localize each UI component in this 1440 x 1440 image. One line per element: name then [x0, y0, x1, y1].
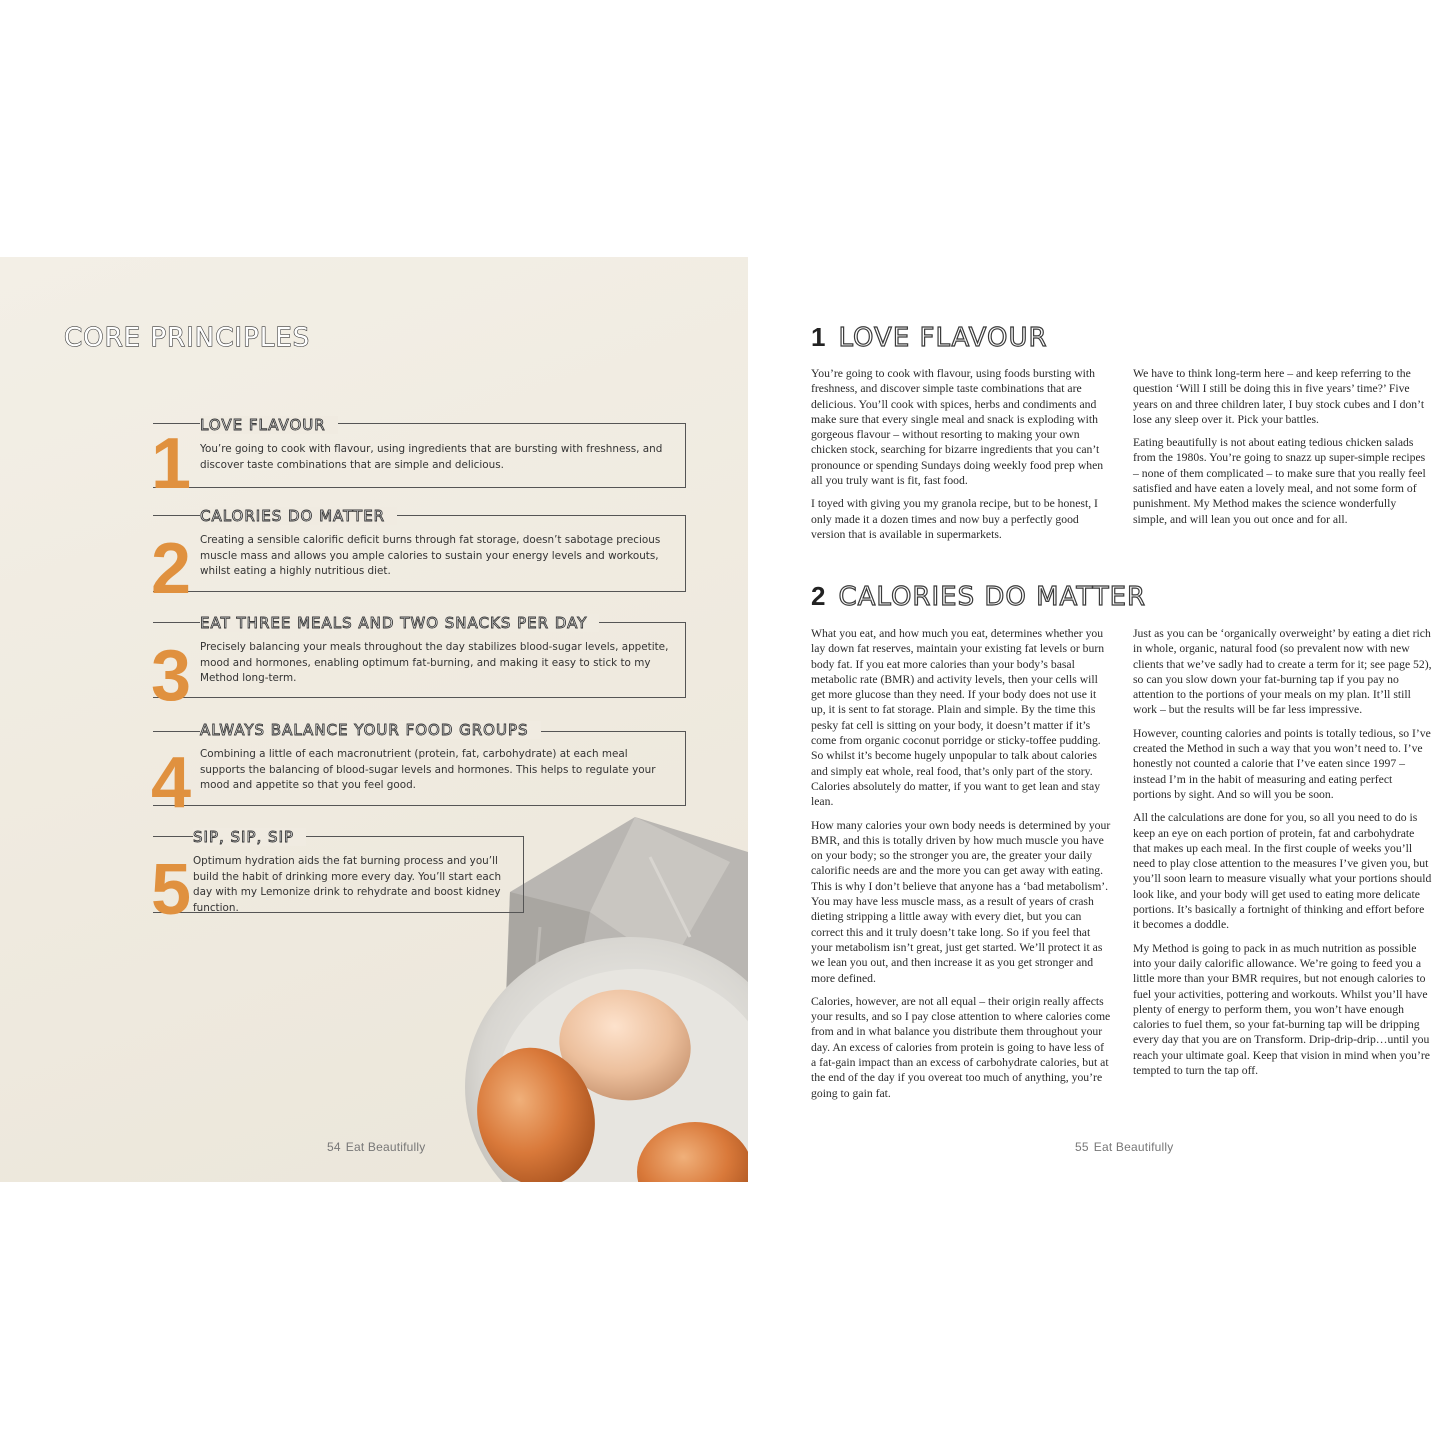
section-1-column-2 — [1133, 366, 1433, 535]
paragraph: I toyed with giving you my granola recipe, but to be honest, I only made it a dozen times and now buy a perfectly good version that is available in supermarkets. — [811, 497, 1098, 541]
left-page-footer — [327, 1140, 425, 1154]
principle-2-text: Creating a sensible calorific deficit burns through fat storage, doesn’t sabotage precious muscle mass and allows you ample calories to sustain your energy levels and workouts, whilst eating a highly nutritious diet. — [200, 534, 661, 577]
principle-1-text: You’re going to cook with flavour, using ingredients that are bursting with freshness, and discover taste combinations that are simple and delicious. — [200, 443, 663, 471]
paragraph: We have to think long-term here – and keep referring to the question ‘Will I still be doing this in five years’ time?’ Five years on and three children later, I buy stock cubes and I don’t lose any sleep over it. Pick your battles. — [1133, 367, 1425, 426]
page-title: CORE PRINCIPLES — [64, 323, 311, 353]
paragraph: What you eat, and how much you eat, determines whether you lay down fat reserves, maintain your existing fat levels or burn body fat. If you eat more calories than your body’s basal metabolic rate (BMR) and activity levels, then your cells will get more glucose than they need. If your body does not use it up, it is sent to fat storage. Plain and simple. By the time this pesky fat cell is sitting on your body, it doesn’t matter if it’s come from organic coconut porridge or sticky-toffee pudding. So whilst it’s become hugely unpopular to talk about calories and simply eat whole, real food, that’s only part of the story. Calories absolutely do matter, if you want to get lean and stay lean. — [811, 627, 1105, 809]
paragraph: However, counting calories and points is totally tedious, so I’ve created the Method in such a way that you won’t need to. I’ve honestly not counted a calorie that I’ve eaten since 1997 – instead I’m in the habit of measuring and eating perfect portions by sight. And so will you be soon. — [1133, 726, 1431, 801]
principle-5-number: 5 — [151, 850, 192, 930]
section-1-column-1 — [811, 366, 1106, 550]
left-page — [0, 257, 748, 1182]
section-1-title: LOVE FLAVOUR — [838, 323, 1048, 353]
principle-4-number: 4 — [151, 743, 192, 823]
section-2-number: 2 — [811, 581, 827, 611]
book-title: Eat Beautifully — [345, 1140, 426, 1154]
section-2-title: CALORIES DO MATTER — [838, 582, 1147, 612]
principle-5-text: Optimum hydration aids the fat burning process and you’ll build the habit of drinking more every day. You’ll start each day with my Lemonize drink to rehydrate and boost kidney function. — [193, 855, 502, 914]
paragraph: You’re going to cook with flavour, using foods bursting with freshness, and discover simple taste combinations that are delicious. You’ll cook with spices, herbs and condiments and make sure that every single meal and snack is exploding with gorgeous flavour – without resorting to making your own chicken stock, searching for bizarre ingredients that you can’t pronounce or spending Sundays doing weekly food prep when all you truly want is fit, fast food. — [811, 367, 1104, 488]
paragraph: My Method is going to pack in as much nutrition as possible into your daily calorific allowance. We’re going to feed you a little more than your BMR requires, but not enough calories to fuel your activities, pottering and workouts. Whilst you’ll have plenty of energy to perform them, you won’t have enough calories to fuel them, so your fat-burning tap will be dripping every day that you are on Transform. Drip-drip-drip…until you reach your ultimate goal. Keep that vision in mind when you’re tempted to turn the tap off. — [1133, 941, 1430, 1078]
principle-2-title: CALORIES DO MATTER — [200, 507, 397, 525]
book-title: Eat Beautifully — [1093, 1140, 1174, 1154]
page-number: 55 — [1075, 1140, 1089, 1154]
page-number: 54 — [327, 1140, 341, 1154]
principle-4-text: Combining a little of each macronutrient (protein, fat, carbohydrate) at each meal supports the balancing of blood-sugar levels and hormones. This helps to regulate your mood and appetite so that you feel good. — [200, 748, 656, 791]
principle-1-title: LOVE FLAVOUR — [200, 416, 338, 434]
principle-2-number: 2 — [151, 529, 192, 609]
section-1-number: 1 — [811, 322, 827, 352]
principle-5-title: SIP, SIP, SIP — [193, 828, 306, 846]
paragraph: Just as you can be ‘organically overweight’ by eating a diet rich in whole, organic, natural food (so prevalent now with new clients that we’ve sadly had to create a term for it; see page 52), so can you slow down your fat-burning tap if you pay no attention to the portions of your meals on my plan. It’ll still work – but the results will be far less impressive. — [1133, 627, 1432, 717]
principle-3-title: EAT THREE MEALS AND TWO SNACKS PER DAY — [200, 614, 599, 632]
paragraph: Eating beautifully is not about eating tedious chicken salads from the 1980s. You’re going to snazz up super-simple recipes – none of them complicated – to make sure that you really feel satisfied and have eaten a lovely meal, and not some form of punishment. My Method makes the science wonderfully simple, and will lean you out once and for all. — [1133, 436, 1426, 526]
paragraph: Calories, however, are not all equal – their origin really affects your results, and so I pay close attention to where calories come from and in what balance you distribute them throughout your day. An excess of calories from protein is going to have less of a fat-gain impact than an excess of carbohydrate calories, but at the end of the day if you overeat too much of anything, you’re going to gain fat. — [811, 994, 1111, 1100]
principle-1-number: 1 — [151, 424, 192, 504]
paragraph: All the calculations are done for you, so all you need to do is keep an eye on each portion of protein, fat and carbohydrate that makes up each meal. In the first couple of weeks you’ll need to play close attention to the measures I’ve given you, but you’ll soon learn to measure visually what your portions should look like, and your body will get used to eating more delicate portions. It’s basically a fortnight of thinking and effort before it becomes a doddle. — [1133, 811, 1432, 932]
right-page-footer — [1075, 1140, 1173, 1154]
section-2-column-2 — [1133, 626, 1433, 1086]
section-1-heading — [811, 322, 1048, 353]
principle-3-text: Precisely balancing your meals throughout the day stabilizes blood-sugar levels, appetite, mood and hormones, enabling optimum fat-burning, and making it easy to stick to my Method long-term. — [200, 641, 669, 684]
section-2-heading — [811, 581, 1146, 612]
principle-3-number: 3 — [151, 636, 192, 716]
principle-4-title: ALWAYS BALANCE YOUR FOOD GROUPS — [200, 721, 541, 739]
paragraph: How many calories your own body needs is determined by your BMR, and this is totally driven by how much muscle you have on your body; so the stronger you are, the greater your daily calorific needs are and the more you can get away with eating. This is why I don’t believe that anyone has a ‘bad metabolism’. You may have less muscle mass, as a result of years of crash dieting stripping a little away with every diet, but you can correct this and it truly doesn’t take long. So if you feel that your metabolism isn’t great, just get started. We’ll protect it as we lean you out, and then increase it as you get stronger and more defined. — [811, 818, 1111, 985]
section-2-column-1 — [811, 626, 1111, 1109]
